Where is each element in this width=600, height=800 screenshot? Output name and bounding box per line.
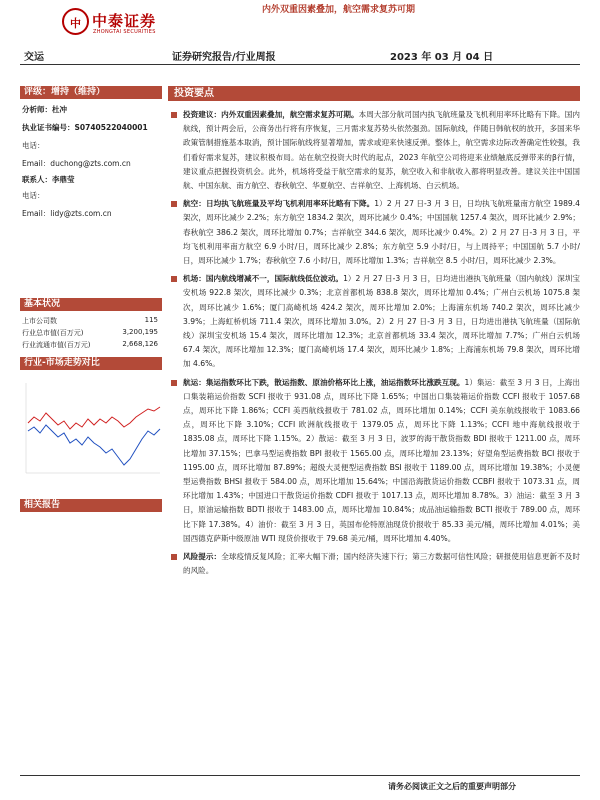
bullet-square-icon xyxy=(171,201,177,207)
phone-label-2: 电话： xyxy=(22,191,45,200)
email-1: Email：duchong@zts.com.cn xyxy=(22,159,131,168)
basic-row: 行业总市值(百万元) 3,200,195 xyxy=(22,328,158,337)
rating-bar: 评级：增持（维持） xyxy=(20,86,162,99)
contact-line: 联系人：李鼎莹 xyxy=(22,175,75,184)
company-name-en: ZHONGTAI SECURITIES xyxy=(93,29,156,35)
company-name-cn: 中泰证券 xyxy=(92,12,157,30)
industry-label: 交运 xyxy=(24,52,44,63)
phone-label-1: 电话： xyxy=(22,141,45,150)
section-title-bar: 投资要点 xyxy=(168,86,580,101)
related-reports-bar: 相关报告 xyxy=(20,499,162,512)
report-type: 证券研究报告/行业周报 xyxy=(172,52,276,63)
paragraph-investment: 投资建议：内外双重因素叠加，航空需求复苏可期。本周大部分航司国内执飞航班量及飞机利用率环比略有下降。国内航线，预计两会后，公商务出行将有序恢复，三月需求复苏势头依然强劲。国际航线，伴随日韩航权的放开，多国来华政策管制措施基本取消，预计国际航线将显著增加，需求或迎来快速反弹。整体上，航空需求边际改善确定性较强，我们看好需求复苏，建议积极布局。站在航空投资大时代的起点，2023 年航空公司将迎来业绩触底反弹带来的β行情，建议重点把握投资机会。此外，机场将受益于航空需求的复苏，航空收入和非航收入都将明显改善。建议关注中国国航、中国东航、南方航空、春秋航空、华夏航空、吉祥航空、上海机场、白云机场。 xyxy=(170,108,580,193)
bullet-square-icon xyxy=(171,276,177,282)
analyst-line: 分析师：杜冲 xyxy=(22,105,67,114)
license-line: 执业证书编号：S0740522040001 xyxy=(22,123,148,132)
paragraph-airline: 航空：日均执飞航班量及平均飞机利用率环比略有下降。1）2 月 27 日-3 月 3 日，日均执飞航班量南方航空 1989.4 架次，周环比减少 2.2%；东方航空 1834.2 架次，周环比减少 0.4%；中国国航 1257.4 架次，周环比减少 2.9%；春秋航空 386.2 架次，周环比增加 0.7%；吉祥航空 344.6 架次，周环比减少 0.4%。2）2 月 27 日-3 月 3 日，平均飞机利用率南方航空 6.9 小时/日，周环比减少 2.8%；东方航空 5.9 小时/日，与上周持平；中国国航 5.7 小时/日，周环比减少 1.7%；春秋航空 7.6 小时/日，周环比增加 1.3%；吉祥航空 8.5 小时/日，周环比减少 2.3%。 xyxy=(170,197,580,268)
report-date: 2023 年 03 月 04 日 xyxy=(390,52,494,63)
main-content xyxy=(170,108,580,583)
paragraph-risk: 风险提示：全球疫情反复风险；汇率大幅下滑；国内经济失速下行；第三方数据可信性风险；研报使用信息更新不及时的风险。 xyxy=(170,550,580,578)
header-divider xyxy=(20,64,580,65)
report-header-title: 内外双重因素叠加，航空需求复苏可期 xyxy=(262,5,416,15)
trend-chart-image xyxy=(20,373,166,485)
paragraph-shipping: 航运：集运指数环比下跌，散运指数、原油价格环比上涨，油运指数环比涨跌互现。1）集运：截至 3 月 3 日，上海出口集装箱运价指数 SCFI 报收于 931.08 点，周环比下降 1.65%；中国出口集装箱运价指数 CCFI 报收于 1057.68 点，周环比下降 1.86%；CCFI 美西航线报收于 781.02 点，周环比增加 0.14%；CCFI 美东航线报收于 1083.66 点，周环比下降 3.10%；CCFI 欧洲航线报收于 1379.05 点，周环比下降 1.13%；CCFI 地中海航线报收于 1835.08 点，周环比下降 1.15%。2）散运：截至 3 月 3 日，波罗的海干散货指数 BDI 报收于 1211.00 点，周环比增加 37.15%；巴拿马型运费指数 BPI 报收于 1565.00 点，周环比增加 23.13%；好望角型运费指数 BCI 报收于 1195.00 点，周环比增加 87.89%；超级大灵便型运费指数 BSI 报收于 1189.00 点，周环比增加 19.38%；小灵便型运费指数 BHSI 报收于 584.00 点，周环比增加 15.64%；中国沿海散货运价指数 CCBFI 报收于 1073.31 点，周环比增加 1.43%；中国进口干散货运价指数 CDFI 报收于 1017.13 点，周环比增加 8.78%。3）油运：截至 3 月 3 日，原油运输指数 BDTI 报收于 1483.00 点，周环比增加 10.84%；成品油运输指数 BCTI 报收于 789.00 点，周环比下降 17.38%。4）油价：截至 3 月 3 日，英国布伦特原油现货价报收于 85.33 美元/桶，周环比增加 4.01%；美国西德克萨斯中级原油 WTI 现货价报收于 79.68 美元/桶，周环比增加 4.40%。 xyxy=(170,376,580,546)
basic-row: 行业流通市值(百万元) 2,668,126 xyxy=(22,340,158,349)
footer-disclaimer: 请务必阅读正文之后的重要声明部分 xyxy=(388,782,516,791)
paragraph-airport: 机场：国内航线增减不一，国际航线低位波动。1）2 月 27 日-3 月 3 日，日均进出港执飞航班量（国内航线）深圳宝安机场 922.8 架次，周环比减少 0.3%；北京首都机场 838.8 架次，周环比增加 0.4%；广州白云机场 1075.8 架次，周环比减少 1.6%；厦门高崎机场 424.2 架次，周环比增加 2.0%；上海浦东机场 740.2 架次，周环比减少 3.9%；上海虹桥机场 711.4 架次，周环比增加 3.0%。2）2 月 27 日-3 月 3 日，日均进出港执飞航班量（国际航线）深圳宝安机场 15.4 架次，周环比增加 12.3%；北京首都机场 33.4 架次，周环比增加 7.7%；广州白云机场 67.4 架次，周环比增加 12.3%；厦门高崎机场 17.4 架次，周环比减少 1.8%；上海浦东机场 79.8 架次，周环比增加 4.6%。 xyxy=(170,272,580,371)
basic-status-bar: 基本状况 xyxy=(20,298,162,311)
bullet-square-icon xyxy=(171,112,177,118)
trend-bar: 行业-市场走势对比 xyxy=(20,357,162,370)
logo-seal-icon: 中 xyxy=(62,8,89,35)
bullet-square-icon xyxy=(171,554,177,560)
basic-row: 上市公司数 115 xyxy=(22,316,158,325)
company-logo xyxy=(62,8,172,40)
email-2: Email：lidy@zts.com.cn xyxy=(22,209,112,218)
footer-divider xyxy=(20,775,580,776)
bullet-square-icon xyxy=(171,380,177,386)
